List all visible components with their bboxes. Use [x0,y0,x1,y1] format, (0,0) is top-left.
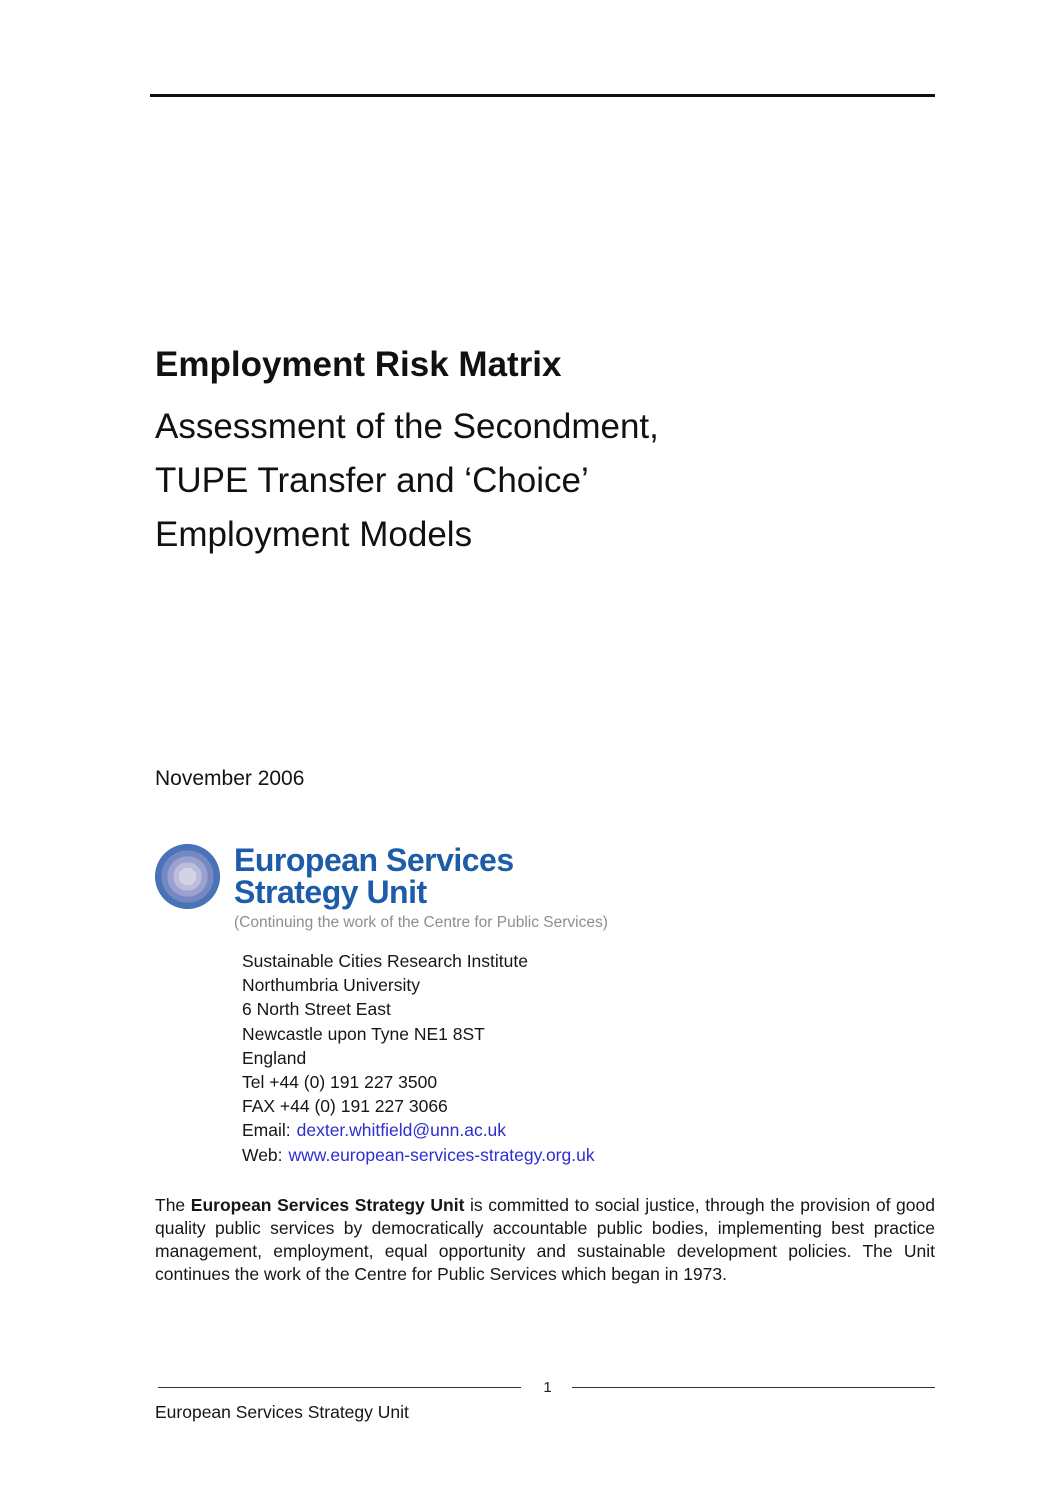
footer-rule-row [155,1379,935,1396]
logo-wordmark-line-2: Strategy Unit [234,874,427,910]
org-logo [155,844,935,932]
address-block [242,949,935,1167]
about-org-name-bold: European Services Strategy Unit [190,1194,465,1215]
page-footer [155,1379,935,1423]
logo-text-block [234,844,608,932]
web-link[interactable]: www.european-services-strategy.org.uk [288,1144,595,1165]
logo-wordmark [234,844,608,908]
address-line-country: England [242,1047,307,1068]
address-line-university: Northumbria University [242,975,420,996]
document-title: Employment Risk Matrix [155,345,562,384]
about-lead: The [155,1194,191,1215]
address-line-tel: Tel +44 (0) 191 227 3500 [242,1072,438,1093]
footer-rule-left [158,1387,521,1388]
address-line-email [242,1118,935,1142]
logo-tagline: (Continuing the work of the Centre for Public Services) [234,914,608,931]
document-subtitle [155,400,935,562]
top-rule [150,94,935,97]
subtitle-line-1: Assessment of the Secondment, [155,407,659,446]
email-link[interactable]: dexter.whitfield@unn.ac.uk [296,1120,507,1141]
page-number: 1 [543,1379,552,1396]
address-line-city: Newcastle upon Tyne NE1 8ST [242,1023,485,1044]
subtitle-line-3: Employment Models [155,515,473,554]
web-label: Web: [242,1144,283,1165]
address-line-institute: Sustainable Cities Research Institute [242,951,528,971]
publication-date: November 2006 [155,767,305,790]
address-line-street: 6 North Street East [242,999,391,1020]
footer-org-name: European Services Strategy Unit [155,1402,409,1422]
footer-rule-right [572,1387,935,1388]
address-line-web [242,1143,935,1167]
about-body: is committed to social justice, through the provision of good quality public services by democratically accountable public bodies, implementing best practice management, employment, equal opportunity and sustainable development policies. The Unit continues the work of the Centre for Public Services which began in 1973. [155,1194,935,1284]
email-label: Email: [242,1120,291,1141]
subtitle-line-2: TUPE Transfer and ‘Choice’ [155,461,589,500]
address-line-fax: FAX +44 (0) 191 227 3066 [242,1096,448,1117]
about-paragraph [155,1194,935,1286]
logo-wordmark-line-1: European Services [234,842,514,878]
concentric-circles-icon [155,844,220,909]
